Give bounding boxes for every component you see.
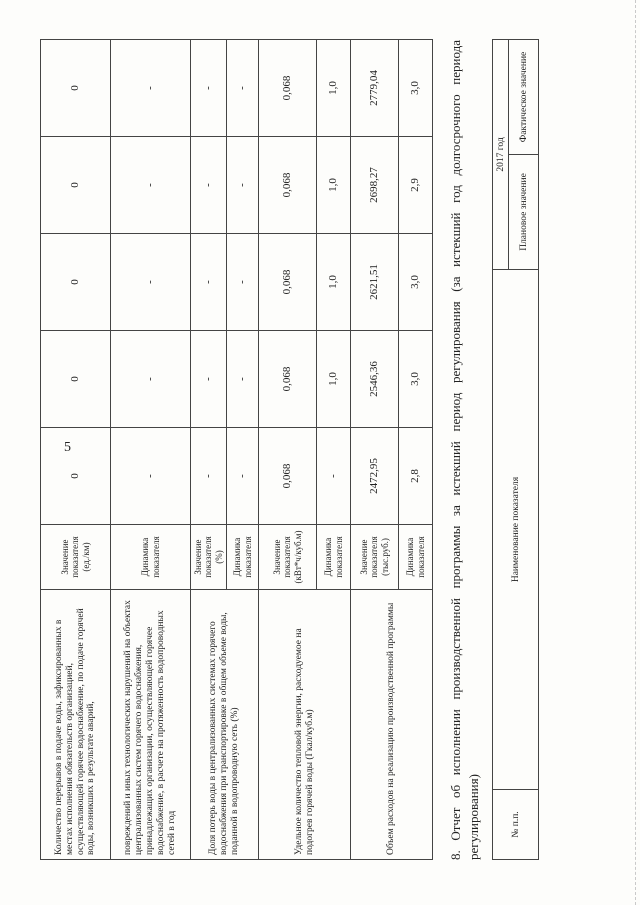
col-header-name: Наименование показателя bbox=[493, 270, 539, 790]
value-cell: 2779,04 bbox=[351, 40, 399, 137]
value-cell: - bbox=[111, 40, 191, 137]
row-name: повреждений и иных технологических нарушений на объектах централизованных систем горячего водоснабжения, принадлежащих организации, осуществляющей горячее водоснабжение, в расчете на протяженность водопроводных сетей в год bbox=[111, 590, 191, 860]
indicator-label: Значение показателя (%) bbox=[191, 525, 227, 590]
value-cell: - bbox=[227, 234, 259, 331]
value-cell: - bbox=[317, 428, 351, 525]
value-cell: 1,0 bbox=[317, 331, 351, 428]
value-cell: 2,8 bbox=[399, 428, 433, 525]
value-cell: - bbox=[227, 428, 259, 525]
value-cell: - bbox=[111, 137, 191, 234]
col-header-year: 2017 год bbox=[493, 39, 509, 269]
col-header-number: № п.п. bbox=[493, 790, 539, 860]
value-cell: 2546,36 bbox=[351, 331, 399, 428]
value-cell: - bbox=[191, 428, 227, 525]
value-cell: - bbox=[111, 234, 191, 331]
indicator-label: Динамика показателя bbox=[317, 525, 351, 590]
value-cell: - bbox=[227, 331, 259, 428]
value-cell: 0,068 bbox=[259, 331, 317, 428]
value-cell: 1,0 bbox=[317, 40, 351, 137]
value-cell: 2621,51 bbox=[351, 234, 399, 331]
value-cell: - bbox=[191, 331, 227, 428]
value-cell: 0 bbox=[41, 40, 111, 137]
value-cell: - bbox=[111, 428, 191, 525]
section-8-table bbox=[492, 39, 539, 860]
page-number: 5 bbox=[64, 440, 71, 455]
row-name: Объем расходов на реализацию производственной программы bbox=[351, 590, 433, 860]
value-cell: 2,9 bbox=[399, 137, 433, 234]
indicators-table bbox=[40, 39, 433, 860]
value-cell: - bbox=[191, 40, 227, 137]
value-cell: 0 bbox=[41, 331, 111, 428]
value-cell: - bbox=[227, 40, 259, 137]
indicator-label: Значение показателя (тыс.руб.) bbox=[351, 525, 399, 590]
row-name: Количество перерывов в подаче воды, зафиксированных в местах исполнения обязательств организацией, осуществляющей горячее водоснабжение, по подаче горячей воды, возникших в результате аварий, bbox=[41, 590, 111, 860]
table-row bbox=[111, 40, 191, 860]
value-cell: 2698,27 bbox=[351, 137, 399, 234]
rotated-sheet bbox=[40, 40, 580, 860]
value-cell: 2472,95 bbox=[351, 428, 399, 525]
value-cell: 0,068 bbox=[259, 234, 317, 331]
indicator-label: Значение показателя (ед./км) bbox=[41, 525, 111, 590]
indicator-label: Динамика показателя bbox=[227, 525, 259, 590]
indicator-label: Динамика показателя bbox=[399, 525, 433, 590]
value-cell: 0,068 bbox=[259, 137, 317, 234]
value-cell: 3,0 bbox=[399, 234, 433, 331]
value-cell: - bbox=[191, 137, 227, 234]
value-cell: - bbox=[191, 234, 227, 331]
value-cell: 1,0 bbox=[317, 234, 351, 331]
value-cell: 0 bbox=[41, 428, 111, 525]
row-name: Удельное количество тепловой энергии, расходуемое на подогрев горячей воды (Гкал/куб.м) bbox=[259, 590, 351, 860]
value-cell: 0,068 bbox=[259, 40, 317, 137]
value-cell: 0 bbox=[41, 234, 111, 331]
value-cell: 0 bbox=[41, 137, 111, 234]
indicator-label: Значение показателя (кВт*ч/куб.м) bbox=[259, 525, 317, 590]
indicator-label: Динамика показателя bbox=[111, 525, 191, 590]
value-cell: 3,0 bbox=[399, 40, 433, 137]
row-name: Доля потерь воды в централизованных системах горячего водоснабжения при транспортировке в общем объеме воды, поданной в водопроводную сеть (%) bbox=[191, 590, 259, 860]
section-8-heading: 8. Отчет об исполнении производственной программы за истекший период регулирования (за истекший год долгосрочного периода регулирования) bbox=[448, 40, 481, 860]
page-edge bbox=[634, 0, 636, 905]
value-cell: 0,068 bbox=[259, 428, 317, 525]
table-row bbox=[493, 39, 509, 859]
value-cell: - bbox=[227, 137, 259, 234]
value-cell: 3,0 bbox=[399, 331, 433, 428]
value-cell: - bbox=[111, 331, 191, 428]
col-header-planned: Плановое значение bbox=[509, 155, 539, 270]
value-cell: 1,0 bbox=[317, 137, 351, 234]
table-row bbox=[41, 40, 111, 860]
table-row bbox=[259, 40, 317, 860]
table-row bbox=[191, 40, 227, 860]
table-row bbox=[351, 40, 399, 860]
col-header-actual: Фактическое значение bbox=[509, 39, 539, 154]
